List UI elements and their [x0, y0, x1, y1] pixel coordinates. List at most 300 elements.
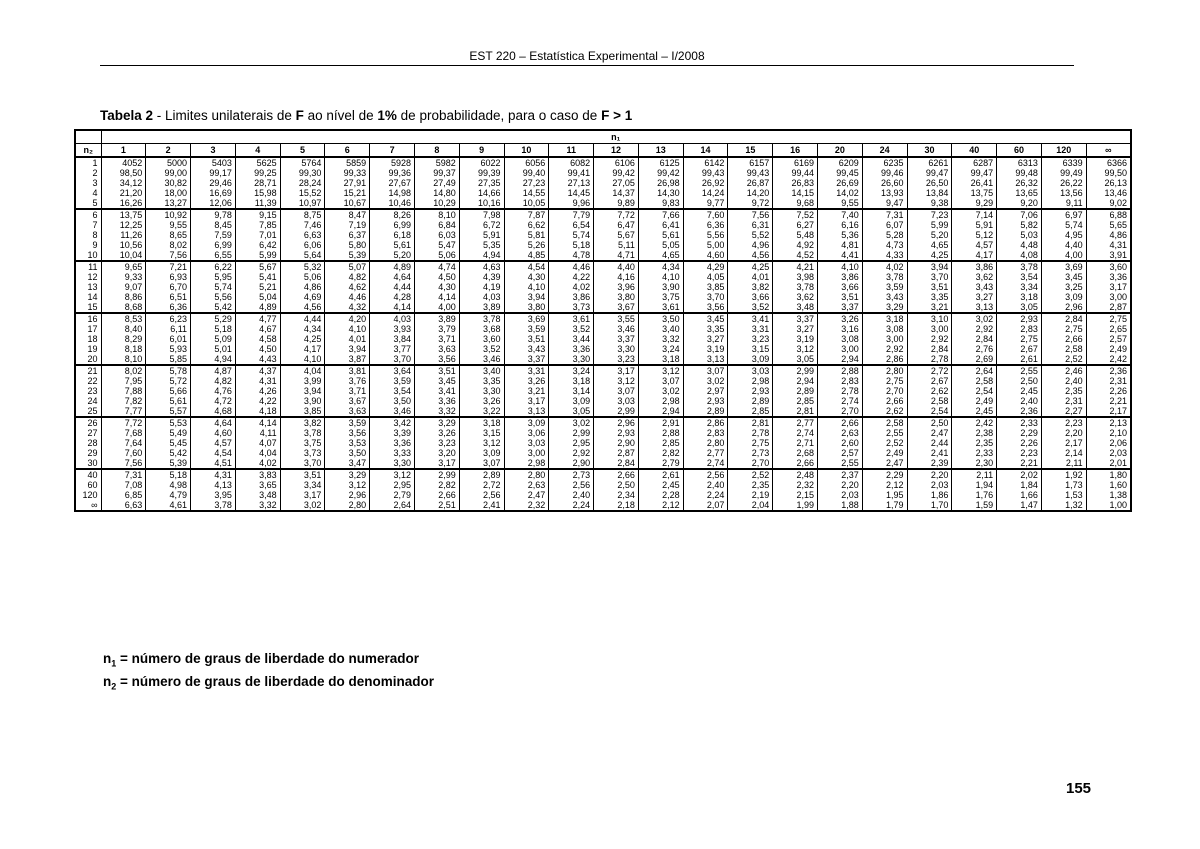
table-cell: 3,56 [683, 302, 728, 313]
table-cell: 4,25 [280, 334, 325, 344]
table-cell: 3,43 [504, 344, 549, 354]
table-cell: 3,33 [370, 448, 415, 458]
table-cell: 3,84 [370, 334, 415, 344]
table-cell: 28,24 [280, 178, 325, 188]
table-cell: 3,02 [638, 386, 683, 396]
table-cell: 4,25 [907, 250, 952, 261]
table-cell: 3,78 [997, 261, 1042, 272]
legend-line-2: $n_2$ = número de graus de liberdade do denominador [103, 673, 434, 692]
table-cell: 7,82 [101, 396, 146, 406]
table-cell: 2,03 [818, 490, 863, 500]
table-cell: 3,09 [728, 354, 773, 365]
table-cell: 2,66 [1041, 334, 1086, 344]
table-cell: 2,75 [862, 376, 907, 386]
n2-value: 25 [75, 406, 101, 417]
table-cell: 3,12 [773, 344, 818, 354]
table-cell: 5,18 [191, 324, 236, 334]
table-cell: 3,52 [549, 324, 594, 334]
table-cell: 2,84 [907, 344, 952, 354]
table-cell: 3,94 [280, 386, 325, 396]
table-cell: 3,78 [280, 428, 325, 438]
n2-value: 2 [75, 168, 101, 178]
table-cell: 99,41 [549, 168, 594, 178]
table-cell: 11,26 [101, 230, 146, 240]
table-cell: 28,71 [235, 178, 280, 188]
table-cell: 3,10 [907, 313, 952, 324]
table-cell: 3,36 [1086, 272, 1131, 282]
table-cell: 30,82 [146, 178, 191, 188]
table-cell: 2,47 [862, 458, 907, 469]
table-cell: 2,66 [818, 417, 863, 428]
table-cell: 3,59 [504, 324, 549, 334]
table-cell: 27,91 [325, 178, 370, 188]
table-cell: 5,18 [549, 240, 594, 250]
table-cell: 2,20 [818, 480, 863, 490]
table-cell: 4,86 [280, 282, 325, 292]
table-caption [100, 108, 632, 123]
table-cell: 4,67 [235, 324, 280, 334]
table-cell: 3,00 [504, 448, 549, 458]
table-cell: 5,65 [1086, 220, 1131, 230]
table-cell: 2,40 [549, 490, 594, 500]
table-cell: 3,15 [459, 428, 504, 438]
table-cell: 2,50 [594, 480, 639, 490]
table-cell: 3,21 [907, 302, 952, 313]
table-cell: 5,61 [638, 230, 683, 240]
table-cell: 26,60 [862, 178, 907, 188]
table-cell: 7,08 [101, 480, 146, 490]
table-cell: 5,74 [549, 230, 594, 240]
table-cell: 8,02 [146, 240, 191, 250]
table-cell: 15,52 [280, 188, 325, 198]
table-cell: 5,56 [191, 292, 236, 302]
table-cell: 3,19 [683, 344, 728, 354]
table-cell: 1,60 [1086, 480, 1131, 490]
table-cell: 3,55 [594, 313, 639, 324]
table-cell: 2,35 [728, 480, 773, 490]
table-cell: 14,45 [549, 188, 594, 198]
table-cell: 5,07 [325, 261, 370, 272]
table-cell: 4,61 [146, 500, 191, 511]
table-cell: 7,19 [325, 220, 370, 230]
column-header: 9 [459, 144, 504, 158]
table-cell: 3,69 [504, 313, 549, 324]
table-cell: 4,50 [235, 344, 280, 354]
table-cell: 2,88 [638, 428, 683, 438]
table-row [75, 209, 1131, 220]
column-header: 1 [101, 144, 146, 158]
column-header: 120 [1041, 144, 1086, 158]
table-cell: 4,02 [549, 282, 594, 292]
table-cell: 1,76 [952, 490, 997, 500]
table-cell: 2,07 [683, 500, 728, 511]
table-cell: 4,20 [325, 313, 370, 324]
table-cell: 2,31 [1086, 376, 1131, 386]
table-cell: 2,50 [997, 376, 1042, 386]
table-cell: 2,91 [638, 417, 683, 428]
table-cell: 3,36 [414, 396, 459, 406]
table-row [75, 448, 1131, 458]
page-number: 155 [1066, 780, 1092, 797]
table-cell: 1,53 [1041, 490, 1086, 500]
n2-value: 7 [75, 220, 101, 230]
table-cell: 2,92 [549, 448, 594, 458]
table-cell: 3,63 [325, 406, 370, 417]
table-cell: 5,48 [773, 230, 818, 240]
table-cell: 34,12 [101, 178, 146, 188]
table-cell: 6,37 [325, 230, 370, 240]
table-cell: 99,43 [728, 168, 773, 178]
table-cell: 2,73 [549, 469, 594, 480]
table-cell: 14,80 [414, 188, 459, 198]
table-cell: 3,08 [862, 324, 907, 334]
table-cell: 3,24 [638, 344, 683, 354]
table-cell: 2,12 [638, 500, 683, 511]
table-cell: 9,77 [683, 198, 728, 209]
table-cell: 3,19 [773, 334, 818, 344]
table-cell: 3,90 [638, 282, 683, 292]
table-cell: 3,30 [370, 458, 415, 469]
table-cell: 5,80 [325, 240, 370, 250]
table-row [75, 344, 1131, 354]
table-cell: 6,88 [1086, 209, 1131, 220]
table-cell: 2,21 [1086, 396, 1131, 406]
table-cell: 4,03 [459, 292, 504, 302]
table-cell: 6,70 [146, 282, 191, 292]
n2-value: ∞ [75, 500, 101, 511]
table-cell: 2,67 [907, 376, 952, 386]
table-cell: 7,60 [683, 209, 728, 220]
table-cell: 2,38 [952, 428, 997, 438]
table-cell: 3,30 [594, 344, 639, 354]
table-cell: 7,85 [235, 220, 280, 230]
table-cell: 26,92 [683, 178, 728, 188]
table-cell: 6,62 [504, 220, 549, 230]
table-cell: 2,72 [459, 480, 504, 490]
table-cell: 6,36 [146, 302, 191, 313]
table-cell: 3,40 [638, 324, 683, 334]
table-row [75, 480, 1131, 490]
table-cell: 3,30 [459, 386, 504, 396]
table-cell: 4,14 [235, 417, 280, 428]
table-row [75, 250, 1131, 261]
table-cell: 13,65 [997, 188, 1042, 198]
table-cell: 5,81 [504, 230, 549, 240]
table-cell: 4,31 [1086, 240, 1131, 250]
table-cell: 99,43 [683, 168, 728, 178]
table-cell: 3,07 [594, 386, 639, 396]
table-cell: 4,57 [952, 240, 997, 250]
table-cell: 2,99 [594, 406, 639, 417]
table-cell: 2,99 [773, 365, 818, 376]
table-cell: 6287 [952, 157, 997, 168]
table-cell: 3,35 [459, 376, 504, 386]
table-cell: 3,23 [414, 438, 459, 448]
table-cell: 5,12 [952, 230, 997, 240]
table-cell: 7,72 [101, 417, 146, 428]
table-cell: 5,45 [146, 438, 191, 448]
table-cell: 6,23 [146, 313, 191, 324]
table-cell: 2,75 [997, 334, 1042, 344]
table-cell: 3,15 [728, 344, 773, 354]
table-cell: 3,94 [907, 261, 952, 272]
table-cell: 5,18 [146, 469, 191, 480]
table-cell: 2,49 [862, 448, 907, 458]
table-cell: 4,33 [862, 250, 907, 261]
table-cell: 9,20 [997, 198, 1042, 209]
table-cell: 99,37 [414, 168, 459, 178]
table-cell: 3,56 [414, 354, 459, 365]
table-cell: 4,89 [235, 302, 280, 313]
table-cell: 3,35 [683, 324, 728, 334]
table-cell: 4,40 [594, 261, 639, 272]
table-cell: 26,83 [773, 178, 818, 188]
table-cell: 3,26 [504, 376, 549, 386]
table-cell: 2,80 [862, 365, 907, 376]
table-cell: 5,64 [280, 250, 325, 261]
table-cell: 99,48 [997, 168, 1042, 178]
n2-value: 22 [75, 376, 101, 386]
table-cell: 4,17 [280, 344, 325, 354]
table-row [75, 500, 1131, 511]
table-cell: 5982 [414, 157, 459, 168]
table-cell: 2,61 [997, 354, 1042, 365]
table-cell: 2,95 [549, 438, 594, 448]
table-cell: 8,29 [101, 334, 146, 344]
table-cell: 5,21 [235, 282, 280, 292]
table-cell: 5,95 [191, 272, 236, 282]
table-cell: 3,27 [773, 324, 818, 334]
column-header: 5 [280, 144, 325, 158]
table-cell: 3,71 [325, 386, 370, 396]
table-cell: 2,72 [907, 365, 952, 376]
table-cell: 3,73 [280, 448, 325, 458]
table-cell: 26,22 [1041, 178, 1086, 188]
table-cell: 8,45 [191, 220, 236, 230]
table-cell: 3,25 [1041, 282, 1086, 292]
table-cell: 3,90 [280, 396, 325, 406]
table-cell: 4,01 [325, 334, 370, 344]
table-cell: 3,45 [683, 313, 728, 324]
table-cell: 2,54 [952, 386, 997, 396]
table-cell: 10,46 [370, 198, 415, 209]
column-header: 40 [952, 144, 997, 158]
table-row [75, 428, 1131, 438]
table-cell: 2,78 [907, 354, 952, 365]
table-cell: 2,84 [952, 334, 997, 344]
table-cell: 2,94 [773, 376, 818, 386]
table-cell: 2,42 [1086, 354, 1131, 365]
table-cell: 2,23 [1041, 417, 1086, 428]
legend [103, 650, 434, 695]
table-cell: 5,28 [862, 230, 907, 240]
table-cell: 3,00 [1086, 292, 1131, 302]
table-cell: 3,16 [818, 324, 863, 334]
table-cell: 2,27 [1041, 406, 1086, 417]
table-cell: 3,44 [549, 334, 594, 344]
table-cell: 4,82 [325, 272, 370, 282]
table-cell: 2,58 [907, 396, 952, 406]
table-cell: 18,00 [146, 188, 191, 198]
table-cell: 2,78 [728, 428, 773, 438]
table-cell: 7,79 [549, 209, 594, 220]
table-cell: 2,90 [594, 438, 639, 448]
table-cell: 3,41 [728, 313, 773, 324]
table-cell: 4,04 [280, 365, 325, 376]
table-cell: 5,99 [235, 250, 280, 261]
table-cell: 3,64 [370, 365, 415, 376]
table-cell: 15,21 [325, 188, 370, 198]
table-cell: 4,04 [235, 448, 280, 458]
table-cell: 2,71 [773, 438, 818, 448]
table-cell: 3,87 [325, 354, 370, 365]
n2-value: 1 [75, 157, 101, 168]
table-cell: 5,29 [191, 313, 236, 324]
table-cell: 2,17 [1086, 406, 1131, 417]
table-cell: 2,87 [1086, 302, 1131, 313]
table-cell: 3,18 [549, 376, 594, 386]
table-cell: 2,85 [638, 438, 683, 448]
n2-value: 120 [75, 490, 101, 500]
table-cell: 3,24 [549, 365, 594, 376]
table-cell: 3,51 [280, 469, 325, 480]
table-cell: 3,82 [728, 282, 773, 292]
table-cell: 4,34 [638, 261, 683, 272]
table-cell: 99,40 [504, 168, 549, 178]
table-cell: 3,96 [594, 282, 639, 292]
table-cell: 1,38 [1086, 490, 1131, 500]
table-cell: 2,69 [952, 354, 997, 365]
table-cell: 2,29 [997, 428, 1042, 438]
table-cell: 3,34 [997, 282, 1042, 292]
table-cell: 13,75 [101, 209, 146, 220]
table-cell: 4,07 [235, 438, 280, 448]
table-cell: 2,80 [504, 469, 549, 480]
table-cell: 4,98 [146, 480, 191, 490]
table-cell: 26,13 [1086, 178, 1131, 188]
table-cell: 3,52 [459, 344, 504, 354]
column-header: 13 [638, 144, 683, 158]
table-cell: 4,94 [459, 250, 504, 261]
table-cell: 3,12 [459, 438, 504, 448]
table-cell: 4,17 [952, 250, 997, 261]
table-cell: 3,23 [728, 334, 773, 344]
table-cell: 3,63 [414, 344, 459, 354]
table-cell: 6056 [504, 157, 549, 168]
table-cell: 16,69 [191, 188, 236, 198]
table-cell: 6,07 [862, 220, 907, 230]
table-cell: 4,29 [683, 261, 728, 272]
caption-f: F [295, 108, 304, 123]
table-cell: 9,68 [773, 198, 818, 209]
table-cell: 2,49 [1086, 344, 1131, 354]
table-cell: 6,97 [1041, 209, 1086, 220]
column-header: 20 [818, 144, 863, 158]
table-cell: 6,36 [683, 220, 728, 230]
table-cell: 6,31 [728, 220, 773, 230]
table-cell: 2,84 [1041, 313, 1086, 324]
table-cell: 2,64 [370, 500, 415, 511]
table-cell: 7,68 [101, 428, 146, 438]
table-cell: 2,19 [728, 490, 773, 500]
table-cell: 1,47 [997, 500, 1042, 511]
table-cell: 3,26 [818, 313, 863, 324]
n2-value: 11 [75, 261, 101, 272]
table-cell: 10,05 [504, 198, 549, 209]
table-cell: 6169 [773, 157, 818, 168]
table-cell: 3,03 [594, 396, 639, 406]
table-cell: 5,20 [370, 250, 415, 261]
table-cell: 6,93 [146, 272, 191, 282]
table-cell: 2,73 [728, 448, 773, 458]
table-cell: 27,49 [414, 178, 459, 188]
table-cell: 2,75 [728, 438, 773, 448]
column-header: 60 [997, 144, 1042, 158]
table-cell: 3,59 [325, 417, 370, 428]
n2-value: 8 [75, 230, 101, 240]
table-cell: 5,61 [370, 240, 415, 250]
table-cell: 3,00 [862, 334, 907, 344]
table-cell: 1,59 [952, 500, 997, 511]
table-cell: 3,53 [325, 438, 370, 448]
table-cell: 3,50 [370, 396, 415, 406]
table-cell: 4,50 [414, 272, 459, 282]
column-header: 8 [414, 144, 459, 158]
table-cell: 3,14 [549, 386, 594, 396]
table-cell: 3,46 [594, 324, 639, 334]
table-cell: 4,08 [997, 250, 1042, 261]
n2-value: 4 [75, 188, 101, 198]
table-cell: 14,30 [638, 188, 683, 198]
table-cell: 3,12 [370, 469, 415, 480]
table-cell: 7,06 [997, 209, 1042, 220]
table-cell: 26,87 [728, 178, 773, 188]
table-cell: 6,06 [280, 240, 325, 250]
table-cell: 5,78 [146, 365, 191, 376]
table-row [75, 313, 1131, 324]
table-cell: 3,70 [370, 354, 415, 365]
table-cell: 4,01 [728, 272, 773, 282]
column-header: 6 [325, 144, 370, 158]
table-cell: 3,51 [907, 282, 952, 292]
table-cell: 4,26 [235, 386, 280, 396]
n2-value: 20 [75, 354, 101, 365]
table-cell: 9,11 [1041, 198, 1086, 209]
table-cell: 7,95 [101, 376, 146, 386]
table-cell: 2,57 [818, 448, 863, 458]
table-cell: 8,68 [101, 302, 146, 313]
table-cell: 2,83 [818, 376, 863, 386]
table-cell: 3,60 [459, 334, 504, 344]
table-cell: 4,22 [549, 272, 594, 282]
table-cell: 2,42 [952, 417, 997, 428]
table-cell: 2,99 [549, 428, 594, 438]
table-cell: 1,32 [1041, 500, 1086, 511]
table-cell: 2,80 [325, 500, 370, 511]
table-cell: 2,02 [997, 469, 1042, 480]
table-cell: 2,70 [862, 386, 907, 396]
table-cell: 9,15 [235, 209, 280, 220]
table-cell: 8,18 [101, 344, 146, 354]
table-cell: 5,42 [146, 448, 191, 458]
table-cell: 2,47 [504, 490, 549, 500]
table-cell: 27,05 [594, 178, 639, 188]
table-cell: 4,13 [191, 480, 236, 490]
table-cell: 3,75 [638, 292, 683, 302]
table-cell: 10,29 [414, 198, 459, 209]
table-cell: 2,85 [773, 396, 818, 406]
table-cell: 3,32 [414, 406, 459, 417]
